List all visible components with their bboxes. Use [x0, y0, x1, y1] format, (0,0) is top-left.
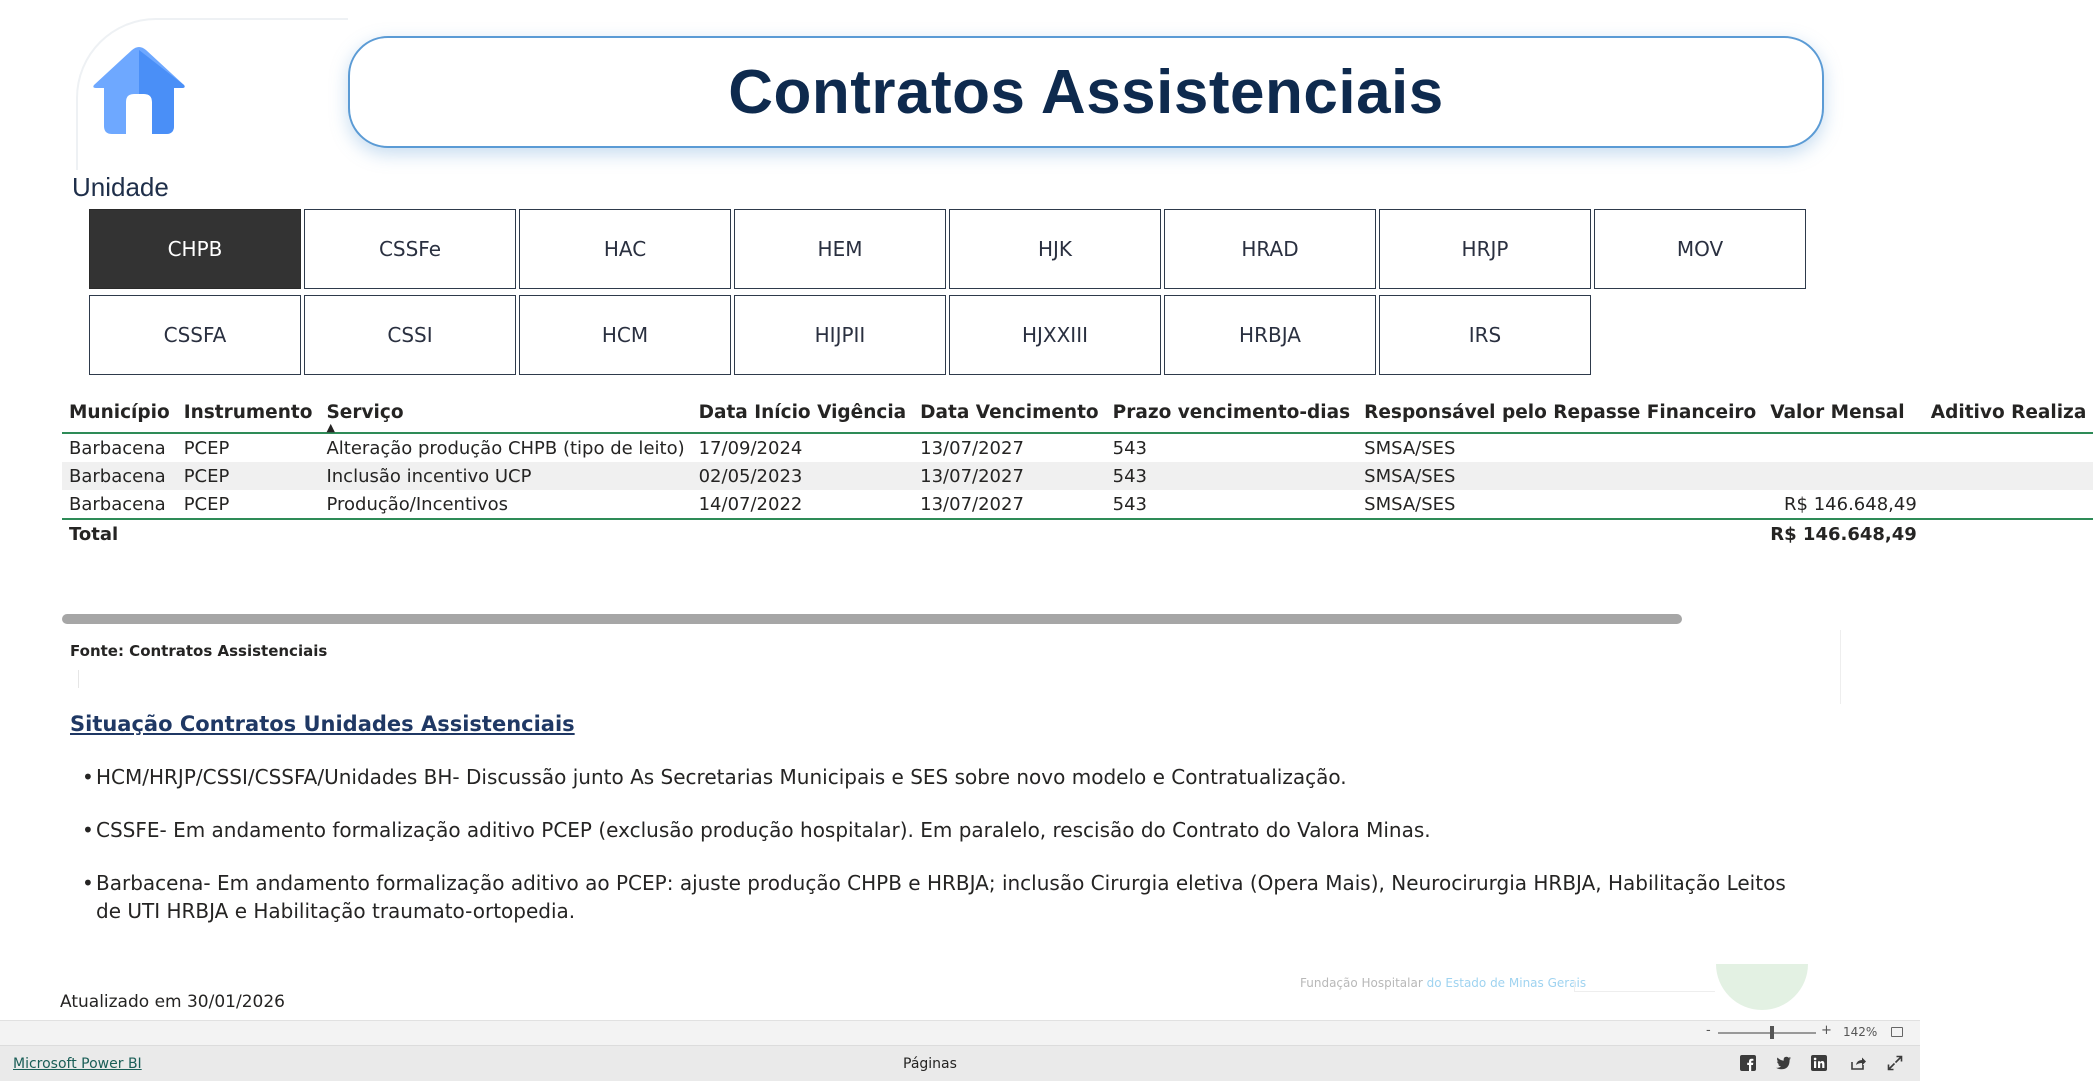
list-item: [82, 869, 1802, 925]
facebook-icon[interactable]: [1739, 1054, 1757, 1072]
twitter-icon[interactable]: [1774, 1054, 1792, 1072]
col-header-data-vencimento[interactable]: Data Vencimento: [913, 392, 1106, 433]
col-header-municipio[interactable]: Município: [62, 392, 177, 433]
status-bar: [0, 1020, 1920, 1045]
col-header-servico[interactable]: [319, 392, 691, 433]
note-text: Barbacena- Em andamento formalização aditivo ao PCEP: ajuste produção CHPB e HRBJA; inclusão Cirurgia eletiva (Opera Mais), Neurocirurgia HRBJA, Habilitação Leitos de UTI HRBJA e Habilitação traumato-ortopedia.: [96, 871, 1786, 923]
cell-servico: Alteração produção CHPB (tipo de leito): [326, 437, 685, 459]
source-note: Fonte: Contratos Assistenciais: [70, 642, 328, 660]
cell-prazo: 543: [1112, 437, 1148, 459]
table-total-row: [62, 519, 2093, 548]
unit-chip-chpb[interactable]: CHPB: [89, 209, 301, 289]
cell-responsavel: SMSA/SES: [1364, 437, 1456, 459]
table-row: [62, 462, 2093, 490]
slicer-label: Unidade: [72, 172, 169, 202]
notes-title[interactable]: Situação Contratos Unidades Assistenciais: [70, 712, 575, 736]
unit-chip-hcm[interactable]: HCM: [519, 295, 731, 375]
title-card: [348, 36, 1824, 148]
notes-list: [82, 763, 1802, 950]
logo-circle-partial: [1716, 964, 1808, 1010]
cell-servico: Inclusão incentivo UCP: [319, 462, 691, 490]
bullet-icon: •: [82, 871, 94, 895]
unit-slicer: [89, 209, 1809, 377]
updated-date: Atualizado em 30/01/2026: [60, 992, 285, 1012]
cell-data-vencimento: 13/07/2027: [920, 437, 1024, 459]
cell-valor-mensal: [1763, 433, 1924, 462]
unit-chip-hijpii[interactable]: HIJPII: [734, 295, 946, 375]
note-text: HCM/HRJP/CSSI/CSSFA/Unidades BH- Discussão junto As Secretarias Municipais e SES sobre novo modelo e Contratualização.: [96, 765, 1347, 789]
table-row: [62, 490, 2093, 519]
cell-data-inicio: 14/07/2022: [692, 490, 914, 519]
cell-data-vencimento: 13/07/2027: [913, 462, 1106, 490]
bullet-icon: •: [82, 765, 94, 789]
cell-instrumento: PCEP: [177, 490, 320, 519]
share-icon[interactable]: [1849, 1054, 1867, 1072]
unit-chip-hjxxiii[interactable]: HJXXIII: [949, 295, 1161, 375]
col-header-prazo[interactable]: Prazo vencimento-dias: [1106, 392, 1357, 433]
zoom-level: 142%: [1843, 1025, 1878, 1039]
col-header-label: Serviço: [326, 401, 404, 423]
fit-to-page-icon[interactable]: [1891, 1027, 1903, 1037]
cell-servico: Produção/Incentivos: [319, 490, 691, 519]
unit-chip-cssi[interactable]: CSSI: [304, 295, 516, 375]
cell-instrumento: PCEP: [183, 437, 230, 459]
cell-aditivo: [1924, 433, 2093, 462]
horizontal-scrollbar[interactable]: [62, 614, 1682, 624]
fullscreen-icon[interactable]: [1886, 1054, 1904, 1072]
zoom-out-button[interactable]: -: [1706, 1023, 1711, 1038]
fhemig-logo-partial: [1300, 976, 1586, 990]
logo-frame: [1574, 980, 1715, 992]
col-header-data-inicio[interactable]: Data Início Vigência: [692, 392, 914, 433]
note-text: CSSFE- Em andamento formalização aditivo PCEP (exclusão produção hospitalar). Em paralelo, rescisão do Contrato do Valora Minas.: [96, 818, 1431, 842]
logo-text: Fundação Hospitalar: [1300, 976, 1423, 990]
list-item: [82, 763, 1802, 791]
cell-prazo: 543: [1106, 462, 1357, 490]
cell-instrumento: PCEP: [177, 462, 320, 490]
divider: [1840, 630, 1841, 704]
col-header-instrumento[interactable]: Instrumento: [177, 392, 320, 433]
col-header-responsavel[interactable]: Responsável pelo Repasse Financeiro: [1357, 392, 1763, 433]
logo-text-highlight: do Estado de Minas Gerais: [1426, 976, 1587, 990]
cell-data-inicio: 02/05/2023: [692, 462, 914, 490]
unit-chip-hrjp[interactable]: HRJP: [1379, 209, 1591, 289]
cell-aditivo: [1924, 462, 2093, 490]
power-bi-link[interactable]: Microsoft Power BI: [13, 1056, 142, 1072]
sort-asc-icon: ▲: [326, 421, 335, 434]
list-item: [82, 816, 1802, 844]
unit-chip-irs[interactable]: IRS: [1379, 295, 1591, 375]
cell-data-vencimento: 13/07/2027: [913, 490, 1106, 519]
unit-chip-mov[interactable]: MOV: [1594, 209, 1806, 289]
cell-municipio: Barbacena: [62, 490, 177, 519]
cell-aditivo: [1924, 490, 2093, 519]
bullet-icon: •: [82, 818, 94, 842]
pages-button[interactable]: Páginas: [903, 1056, 957, 1072]
total-value: R$ 146.648,49: [1770, 523, 1917, 545]
cell-municipio: Barbacena: [69, 437, 166, 459]
zoom-slider-track[interactable]: [1718, 1032, 1816, 1034]
table-row: [62, 433, 2093, 462]
home-icon[interactable]: [84, 30, 194, 140]
col-header-valor-mensal[interactable]: Valor Mensal: [1763, 392, 1924, 433]
unit-chip-cssfa[interactable]: CSSFA: [89, 295, 301, 375]
cell-data-inicio: 17/09/2024: [698, 437, 803, 459]
page-title: Contratos Assistenciais: [728, 57, 1444, 127]
unit-chip-hjk[interactable]: HJK: [949, 209, 1161, 289]
col-header-aditivo[interactable]: Aditivo Realiza: [1924, 392, 2093, 433]
cell-prazo: 543: [1106, 490, 1357, 519]
footer-bar: [0, 1045, 1920, 1081]
unit-chip-hac[interactable]: HAC: [519, 209, 731, 289]
cell-valor-mensal: [1763, 462, 1924, 490]
unit-chip-hem[interactable]: HEM: [734, 209, 946, 289]
unit-chip-hrad[interactable]: HRAD: [1164, 209, 1376, 289]
cell-municipio: Barbacena: [62, 462, 177, 490]
table-header-row: [62, 392, 2093, 433]
divider: [78, 670, 79, 688]
contracts-table: [62, 392, 2093, 548]
unit-chip-cssfe[interactable]: CSSFe: [304, 209, 516, 289]
zoom-slider-thumb[interactable]: [1770, 1026, 1774, 1039]
cell-responsavel: SMSA/SES: [1357, 462, 1763, 490]
contracts-table-visual: [62, 392, 2087, 545]
total-label: Total: [69, 523, 119, 545]
linkedin-icon[interactable]: [1810, 1054, 1828, 1072]
cell-valor-mensal: R$ 146.648,49: [1763, 490, 1924, 519]
cell-responsavel: SMSA/SES: [1357, 490, 1763, 519]
zoom-in-button[interactable]: +: [1821, 1023, 1832, 1038]
unit-chip-hrbja[interactable]: HRBJA: [1164, 295, 1376, 375]
